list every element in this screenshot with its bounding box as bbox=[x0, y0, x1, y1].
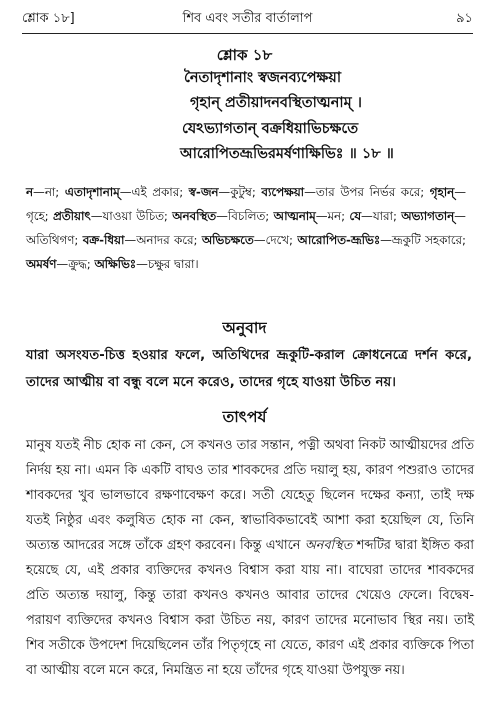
purport-text-part-1: মানুষ যতই নীচ হোক না কেন, সে কখনও তার সন্তান, পত্নী অথবা নিকট আত্মীয়দের প্রতি নির্দয় হয় না। এমন কি একটি বাঘও তার শাবকদের প্রতি দয়ালু হয়, কারণ পশুরাও তাদের শাবকদের খুব ভালভাবে রক্ষণাবেক্ষণ করে। সতী যেহেতু ছিলেন দক্ষের কন্যা, তাই দক্ষ যতই নিষ্ঠুর এবং কলুষিত হোক না কেন, স্বাভাবিকভাবেই আশা করা হয়েছিল যে, তিনি অত্যন্ত আদরের সঙ্গে তাঁকে গ্রহণ করবেন। কিন্তু এখানে bbox=[26, 438, 474, 553]
synonym-meaning: তার উপর নির্ভর করে; bbox=[315, 185, 430, 199]
synonym-meaning: দেখে; bbox=[265, 233, 298, 247]
purport-text-part-2: শব্দটির দ্বারা ইঙ্গিত করা হয়েছে যে, এই প্রকার ব্যক্তিদের কখনও বিশ্বাস করা যায় না। বাঘেরা তাদের শাবকদের প্রতি অত্যন্ত দয়ালু, কিন্তু তারা কখনও কখনও আবার তাদের খেয়েও ফেলে। বিদ্বেষ-পরায়ণ ব্যক্তিদের কখনও বিশ্বাস করা উচিত নয়, কারণ তাদের মনোভাব স্থির নয়। তাই শিব সতীকে উপদেশ দিয়েছিলেন তাঁর পিতৃগৃহে না যেতে, কারণ এই প্রকার ব্যক্তিকে পিতা বা আত্মীয় বলে মনে করে, নিমন্ত্রিত না হয়ে তাঁদের গৃহে যাওয়া উপযুক্ত নয়। bbox=[26, 538, 474, 678]
synonym-meaning: ভ্রূকুটি সহকারে; bbox=[391, 233, 466, 247]
synonym-term: এতাদৃশানাম্ bbox=[64, 185, 120, 199]
header-chapter-title: শিব এবং সতীর বার্তালাপ bbox=[182, 11, 313, 26]
synonym-term: ন bbox=[26, 185, 34, 199]
translation-text: যারা অসংযত-চিত্ত হওয়ার ফলে, অতিথিদের ভ্রূকুটি-করাল ক্রোধনেত্রে দর্শন করে, তাদের আত্মীয় বা বন্ধু বলে মনে করেও, তাদের গৃহে যাওয়া উচিত নয়। bbox=[26, 348, 472, 390]
verse-title: শ্লোক ১৮ bbox=[216, 46, 273, 64]
synonym-term: অমর্ষণ bbox=[26, 257, 57, 271]
synonym-meaning: কুটুম্ব; bbox=[230, 185, 262, 199]
header-verse-number: শ্লোক ১৮] bbox=[22, 11, 75, 26]
verse-line-1: নৈতাদৃশানাং স্বজনব্যপেক্ষয়া bbox=[184, 70, 342, 86]
translation-heading: অনুবাদ bbox=[222, 319, 267, 337]
synonym-meaning: না; bbox=[44, 185, 65, 199]
purport-text bbox=[26, 433, 474, 683]
page-number: ৯১ bbox=[456, 11, 473, 26]
verse-line-3: যেঽভ্যাগতান্ বক্রধিয়াভিচক্ষতে bbox=[182, 121, 359, 137]
synonym-meaning: ক্রুদ্ধ; bbox=[68, 257, 95, 271]
synonym-term: বক্র-ধিয়া bbox=[82, 233, 125, 247]
synonym-meaning: যাওয়া উচিত; bbox=[102, 209, 173, 223]
synonym-meaning: যারা; bbox=[372, 209, 402, 223]
synonym-meaning: অনাদর করে; bbox=[136, 233, 202, 247]
word-for-word-synonyms: ন—না; এতাদৃশানাম্—এই প্রকার; স্ব-জন—কুটুম্ব; ব্যপেক্ষয়া—তার উপর নির্ভর করে; গৃহান্—গৃহে; প্রতীয়াৎ—যাওয়া উচিত; অনবস্থিত—বিচলিত; আত্মনাম্—মন; যে—যারা; অভ্যাগতান্—অতিথিগণ; বক্র-ধিয়া—অনাদর করে; অভিচক্ষতে—দেখে; আরোপিত-ভ্রূভিঃ—ভ্রূকুটি সহকারে; অমর্ষণ—ক্রুদ্ধ; অক্ষিভিঃ—চক্ষুর দ্বারা। bbox=[26, 185, 466, 271]
synonym-meaning: অতিথিগণ; bbox=[26, 233, 83, 247]
verse-line-2: গৃহান্ প্রতীয়াদনবস্থিতাত্মনাম্ । bbox=[190, 95, 362, 111]
verse-line-4: আরোপিতভ্রূভিরমর্ষণাক্ষিভিঃ ॥ ১৮ ॥ bbox=[180, 146, 394, 162]
synonym-meaning: মন; bbox=[327, 209, 350, 223]
synonym-term: স্ব-জন bbox=[188, 185, 219, 199]
header-divider bbox=[22, 33, 473, 34]
synonym-term: অভ্যাগতান্ bbox=[401, 209, 455, 223]
purport-heading: তাৎপর্য bbox=[222, 408, 267, 426]
synonym-meaning: গৃহে; bbox=[26, 209, 53, 223]
synonym-meaning: বিচলিত; bbox=[227, 209, 274, 223]
synonym-term: অনবস্থিত bbox=[172, 209, 217, 223]
synonym-term: আরোপিত-ভ্রূভিঃ bbox=[297, 233, 381, 247]
synonym-term: গৃহান্ bbox=[429, 185, 455, 199]
running-header bbox=[22, 8, 473, 30]
synonym-term: আত্মনাম্ bbox=[273, 209, 316, 223]
synonym-term: প্রতীয়াৎ bbox=[53, 209, 91, 223]
synonym-term: ব্যপেক্ষয়া bbox=[261, 185, 305, 199]
synonym-meaning: চক্ষুর দ্বারা। bbox=[147, 257, 199, 271]
synonym-term: অক্ষিভিঃ bbox=[94, 257, 137, 271]
synonym-term: অভিচক্ষতে bbox=[201, 233, 254, 247]
synonym-term: যে bbox=[349, 209, 362, 223]
synonym-meaning: এই প্রকার; bbox=[131, 185, 189, 199]
purport-italic-term: অনবস্থিত bbox=[304, 538, 353, 553]
